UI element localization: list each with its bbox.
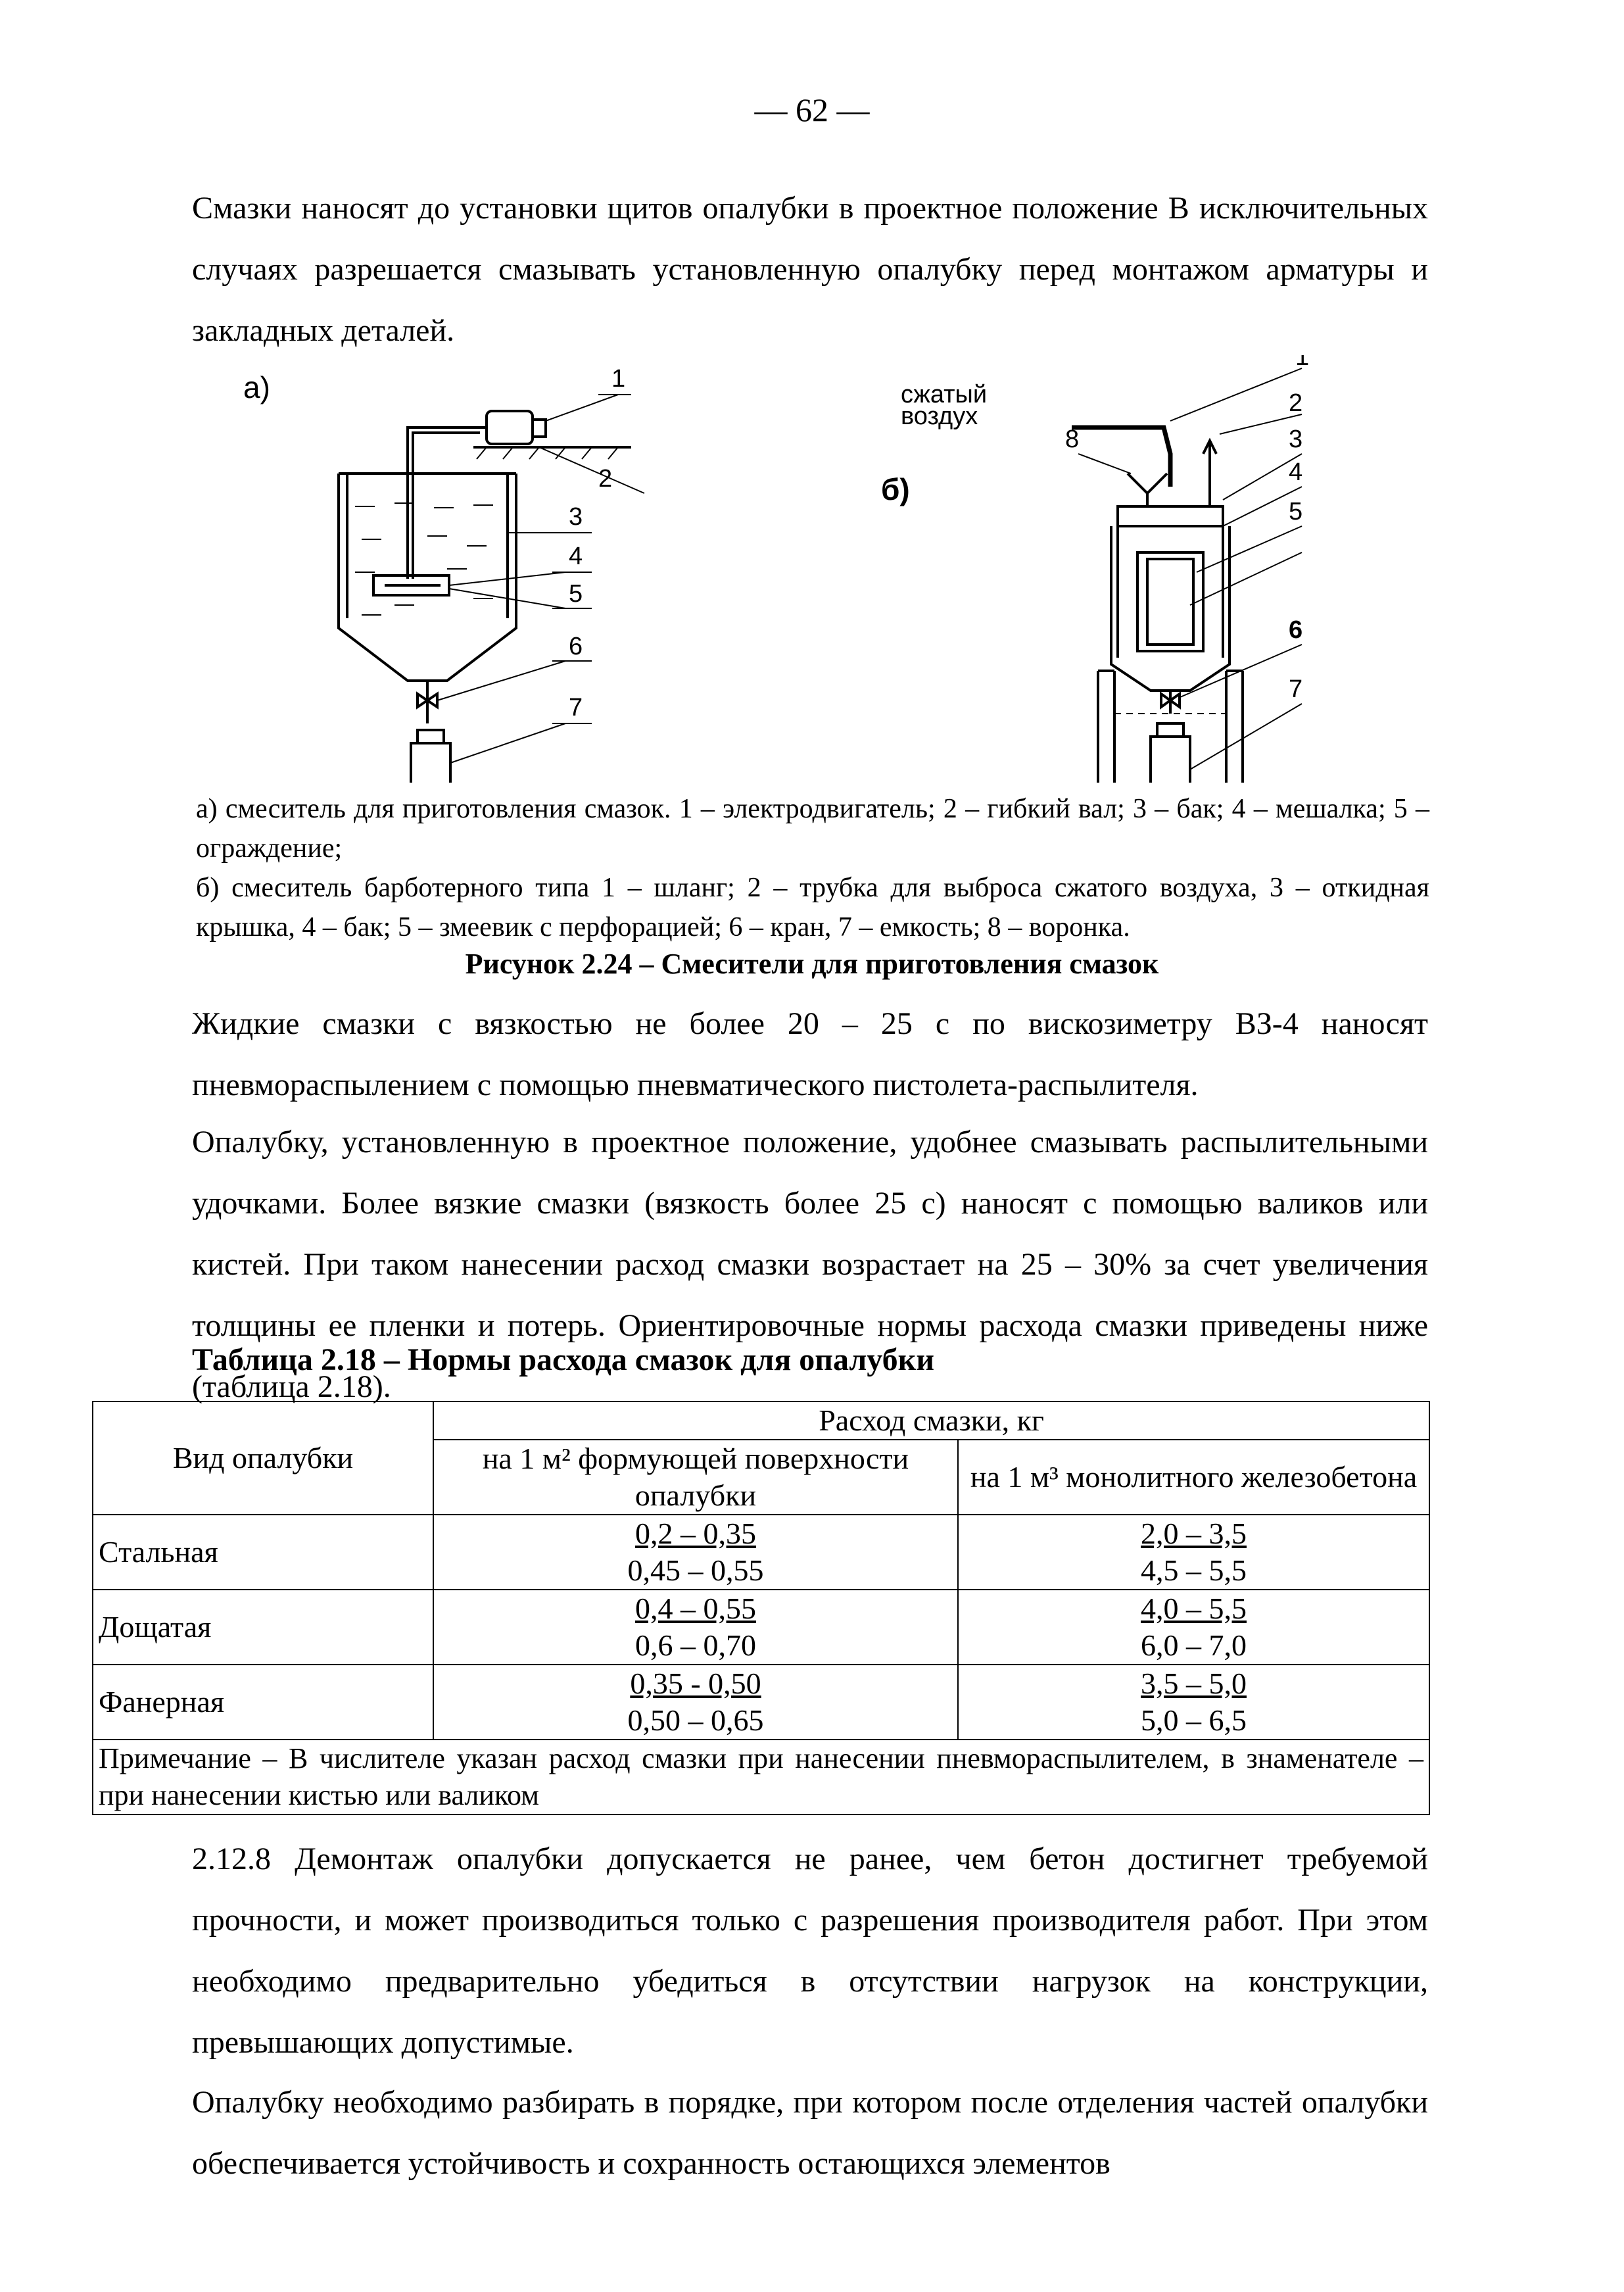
callout-b-5: 5	[1289, 498, 1303, 525]
table-row	[93, 1515, 1429, 1590]
header-consumption: Расход смазки, кг	[433, 1402, 1429, 1440]
value-numerator: 0,4 – 0,55	[635, 1592, 756, 1625]
callout-b-3: 3	[1289, 426, 1303, 453]
paragraph-liquid-lubricants: Жидкие смазки с вязкостью не более 20 – 25 с по вискозиметру ВЗ-4 наносят пневмораспылением с помощью пневматического пистолета-распылителя.	[192, 1006, 1428, 1102]
row-name: Фанерная	[93, 1665, 433, 1740]
value-numerator: 2,0 – 3,5	[1141, 1517, 1247, 1550]
callout-b-8: 8	[1065, 426, 1080, 453]
callout-a-6: 6	[569, 633, 583, 660]
callout-a-2: 2	[598, 465, 613, 493]
page-number: — 62 —	[754, 91, 870, 128]
table-note: Примечание – В числителе указан расход смазки при нанесении пневмораспылителем, в знаменателе – при нанесении кистью или валиком	[93, 1740, 1429, 1815]
mixers-drawing	[197, 355, 1420, 783]
row-name: Дощатая	[93, 1590, 433, 1665]
figure-label-b: б)	[881, 472, 910, 506]
callout-a-1: 1	[611, 365, 626, 393]
header-formwork-type: Вид опалубки	[93, 1402, 433, 1515]
paragraph-dismantling: 2.12.8 Демонтаж опалубки допускается не ранее, чем бетон достигнет требуемой прочности, и может производиться только с разрешения производителя работ. При этом необходимо предварительно убедиться в отсутствии нагрузок на конструкции, превышающих допустимые.	[192, 1841, 1428, 2060]
figure-mixers	[197, 355, 1420, 783]
callout-b-6: 6	[1289, 616, 1303, 644]
value-denominator: 6,0 – 7,0	[1141, 1628, 1247, 1662]
figure-caption-b: б) смеситель барботерного типа 1 – шланг; 2 – трубка для выброса сжатого воздуха, 3 – откидная крышка, 4 – бак; 5 – змеевик с перфорацией; 6 – кран, 7 – емкость; 8 – воронка.	[196, 873, 1429, 942]
figure-label-a: а)	[243, 370, 270, 404]
callout-b-2: 2	[1289, 389, 1303, 417]
value-numerator: 3,5 – 5,0	[1141, 1667, 1247, 1700]
norms-table	[92, 1401, 1430, 1815]
table-title: Таблица 2.18 – Нормы расхода смазок для опалубки	[192, 1342, 934, 1377]
callout-a-3: 3	[569, 503, 583, 531]
figure-title: Рисунок 2.24 – Смесители для приготовления смазок	[465, 948, 1159, 980]
callout-a-7: 7	[569, 694, 583, 721]
callout-a-5: 5	[569, 580, 583, 608]
callout-b-4: 4	[1289, 458, 1303, 486]
figure-caption-a: а) смеситель для приготовления смазок. 1 – электродвигатель; 2 – гибкий вал; 3 – бак; 4 – мешалка; 5 – ограждение;	[196, 794, 1429, 864]
callout-b-7: 7	[1289, 675, 1303, 703]
value-denominator: 0,45 – 0,55	[627, 1553, 764, 1587]
value-numerator: 0,2 – 0,35	[635, 1517, 756, 1550]
table-row	[93, 1665, 1429, 1740]
paragraph-disassembly-order: Опалубку необходимо разбирать в порядке, при котором после отделения частей опалубки обеспечивается устойчивость и сохранность остающихся элементов	[192, 2085, 1428, 2181]
air-label-line1: сжатый	[901, 381, 988, 408]
header-per-m2: на 1 м² формующей поверхности опалубки	[433, 1440, 958, 1515]
value-numerator: 0,35 - 0,50	[630, 1667, 761, 1700]
callout-a-4: 4	[569, 543, 583, 570]
value-denominator: 0,50 – 0,65	[627, 1703, 764, 1737]
value-denominator: 4,5 – 5,5	[1141, 1553, 1247, 1587]
motor-icon	[487, 411, 533, 444]
row-name: Стальная	[93, 1515, 433, 1590]
callout-b-1: 1	[1295, 355, 1310, 371]
air-label-line2: воздух	[901, 402, 978, 430]
header-per-m3: на 1 м³ монолитного железобетона	[958, 1440, 1429, 1515]
paragraph-intro: Смазки наносят до установки щитов опалубки в проектное положение В исключительных случаях разрешается смазывать установленную опалубку перед монтажом арматуры и закладных деталей.	[192, 191, 1428, 348]
table-row	[93, 1590, 1429, 1665]
value-denominator: 5,0 – 6,5	[1141, 1703, 1247, 1737]
value-numerator: 4,0 – 5,5	[1141, 1592, 1247, 1625]
paragraph-application: Опалубку, установленную в проектное положение, удобнее смазывать распылительными удочками. Более вязкие смазки (вязкость более 25 с) наносят с помощью валиков или кистей. При таком нанесении расход смазки возрастает на 25 – 30% за счет увеличения толщины ее пленки и потерь. Ориентировочные нормы расхода смазки приведены ниже (таблица 2.18).	[192, 1125, 1428, 1404]
value-denominator: 0,6 – 0,70	[635, 1628, 756, 1662]
